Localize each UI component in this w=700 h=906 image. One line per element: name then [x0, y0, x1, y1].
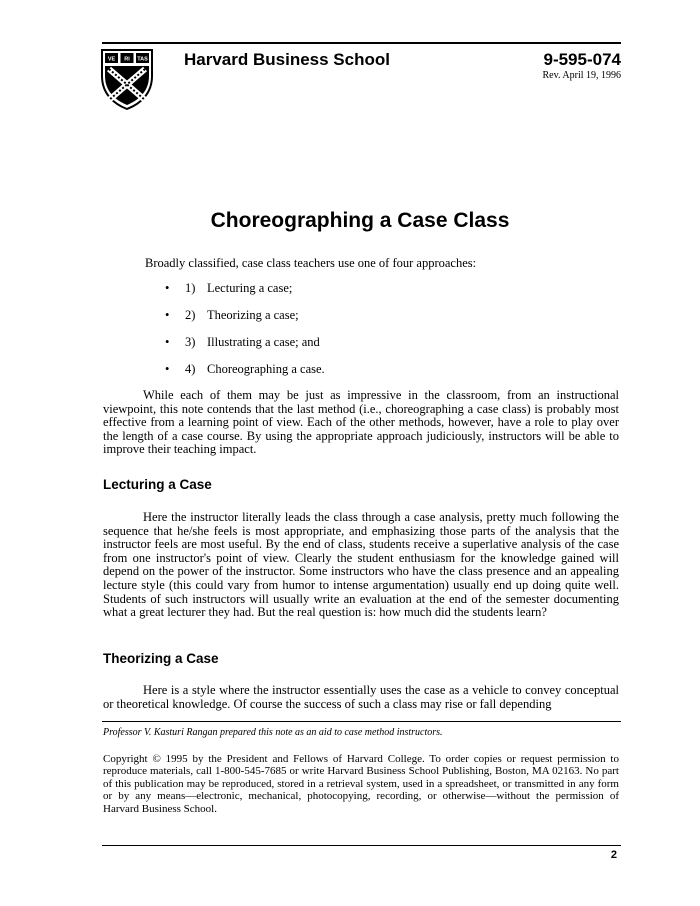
list-item [165, 361, 325, 388]
list-item-text: Illustrating a case; and [207, 335, 320, 349]
section-heading-lecturing: Lecturing a Case [103, 477, 212, 492]
harvard-shield-logo [100, 48, 154, 110]
list-item-number: 4) [185, 362, 196, 376]
list-item [165, 307, 325, 334]
section-body-lecturing: Here the instructor literally leads the class through a case analysis, pretty much following the sequence that he/she feels is most appropriate, and emphasizing those parts of the analysis that the instructor feels are most useful. By the end of class, students receive a superlative analysis of the case from one instructor's point of view. Clearly the student enthusiasm for the knowledge gained will depend on the power of the instructor. Some instructors who have the class presence and an appealing lecture style (this could vary from humor to intense argumentation) usually end up doing quite well. Students of such instructors will usually write an evaluation at the end of the semester documenting what a great lecturer they had. But the real question is: how much did the students learn? [103, 510, 619, 620]
footnote-rule [102, 721, 621, 722]
copyright-notice: Copyright © 1995 by the President and Fellows of Harvard College. To order copies or request permission to reproduce materials, call 1-800-545-7685 or write Harvard Business School Publishing, Boston, MA 02163. No part of this publication may be reproduced, stored in a retrieval system, used in a spreadsheet, or transmitted in any form or by any means—electronic, mechanical, photocopying, recording, or otherwise—without the permission of Harvard Business School. [103, 753, 619, 815]
list-item-number: 1) [185, 281, 196, 295]
revision-date: Rev. April 19, 1996 [542, 70, 621, 81]
page-number: 2 [610, 849, 617, 861]
document-number: 9-595-074 [543, 50, 621, 69]
list-item-number: 2) [185, 308, 196, 322]
list-item [165, 280, 325, 307]
intro-text: Broadly classified, case class teachers use one of four approaches: [145, 256, 477, 270]
bullet-icon: • [165, 281, 170, 295]
list-item-text: Lecturing a case; [207, 281, 293, 295]
list-item-text: Theorizing a case; [207, 308, 299, 322]
overview-paragraph: While each of them may be just as impressive in the classroom, from an instructional viewpoint, this note contends that the last method (i.e., choreographing a case class) is probably most effective from a learning point of view. Each of the other methods, however, have a role to play over the length of a case course. By using the appropriate approach judiciously, instructors will be able to improve their teaching impact. [103, 388, 619, 457]
logo-book-3: TAS [137, 56, 148, 63]
approaches-list [165, 280, 325, 388]
bullet-icon: • [165, 335, 170, 349]
list-item [165, 334, 325, 361]
bullet-icon: • [165, 362, 170, 376]
school-name: Harvard Business School [184, 50, 390, 69]
header-rule [102, 42, 621, 44]
section-body-theorizing: Here is a style where the instructor essentially uses the case as a vehicle to convey conceptual or theoretical knowledge. Of course the success of such a class may rise or fall depending [103, 683, 619, 711]
bullet-icon: • [165, 308, 170, 322]
section-heading-theorizing: Theorizing a Case [103, 651, 219, 666]
author-footnote: Professor V. Kasturi Rangan prepared this note as an aid to case method instructors. [103, 727, 443, 738]
logo-book-1: VE [107, 56, 116, 63]
document-title: Choreographing a Case Class [210, 209, 510, 232]
list-item-number: 3) [185, 335, 196, 349]
footer-rule [102, 845, 621, 846]
list-item-text: Choreographing a case. [207, 362, 325, 376]
logo-book-2: RI [124, 56, 130, 63]
